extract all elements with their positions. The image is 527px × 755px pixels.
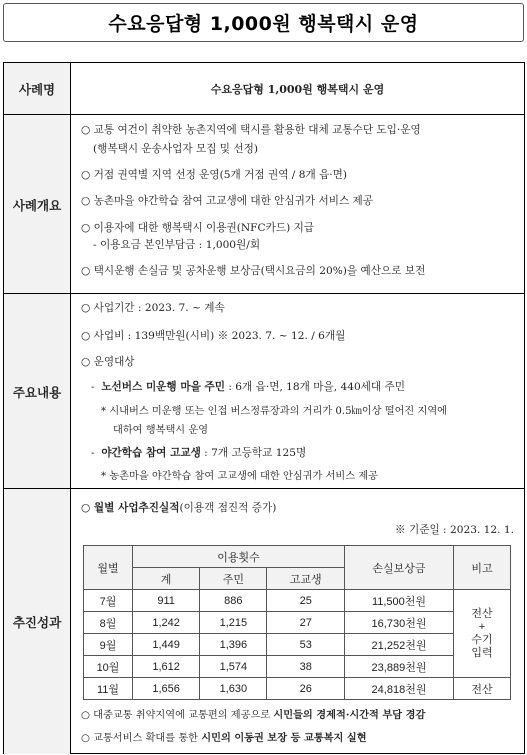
cell-total: 1,612 <box>133 656 200 678</box>
results-content <box>71 489 524 754</box>
results-heading-bold: ○ 월별 사업추진실적 <box>81 502 180 514</box>
summary-line-2 <box>81 729 367 744</box>
cell-loss: 23,889천원 <box>345 656 454 678</box>
cell-note-merged <box>454 590 511 678</box>
budget-line: ○ 사업비 : 139백만원(시비) ※ 2023. 7. ~ 12. / 6개월 <box>81 330 346 342</box>
table-row <box>84 590 511 612</box>
results-heading <box>81 500 276 515</box>
overview-line-4: ○ 농촌마을 야간학습 참여 고교생에 대한 안심귀가 서비스 제공 <box>81 195 374 207</box>
table-header-row <box>84 546 511 568</box>
overview-content <box>71 115 524 294</box>
col-resident-header: 주민 <box>200 568 267 590</box>
summary-1-text: ○ 대중교통 취약지역에 교통편의 제공으로 <box>81 710 274 721</box>
target-student-text: : 7개 고등학교 125명 <box>200 447 307 459</box>
monthly-results-table <box>83 545 511 700</box>
cell-student: 53 <box>267 634 345 656</box>
overview-line-6: - 이용요금 본인부담금 : 1,000원/회 <box>93 239 261 251</box>
main-row <box>4 293 524 489</box>
cell-resident: 1,396 <box>200 634 267 656</box>
col-note-header: 비고 <box>454 546 511 590</box>
cell-total: 1,242 <box>133 612 200 634</box>
cell-resident: 886 <box>200 590 267 612</box>
target-student-bold: 야간학습 참여 고교생 <box>101 447 201 459</box>
bus-note-1: * 시내버스 미운행 또는 인접 버스정류장과의 거리가 0.5㎞이상 떨어진 지역에 <box>101 406 448 417</box>
period-line: ○ 사업기간 : 2023. 7. ~ 계속 <box>81 302 225 314</box>
col-total-header: 계 <box>133 568 200 590</box>
overview-line-7: ○ 택시운행 손실금 및 공차운행 보상금(택시요금의 20%)을 예산으로 보전 <box>81 265 426 277</box>
note-text: + <box>478 620 486 633</box>
col-loss-header: 손실보상금 <box>345 546 454 590</box>
cell-student: 25 <box>267 590 345 612</box>
cell-loss: 16,730천원 <box>345 612 454 634</box>
bus-note-2: 대하여 행복택시 운영 <box>113 425 209 436</box>
page-title: 수요응답형 1,000원 행복택시 운영 <box>3 3 524 42</box>
table-row <box>84 612 511 634</box>
overview-row <box>4 114 524 294</box>
target-line: ○ 운영대상 <box>81 356 135 368</box>
col-student-header: 고교생 <box>267 568 345 590</box>
cell-month: 8월 <box>84 612 133 634</box>
case-name-label: 사례명 <box>4 63 71 114</box>
results-label: 추진성과 <box>4 489 71 754</box>
results-row <box>4 488 524 754</box>
summary-2-text: ○ 교통서비스 확대를 통한 <box>81 733 202 744</box>
cell-total: 1,656 <box>133 678 200 700</box>
note-text: 수기 <box>471 633 493 646</box>
main-content <box>71 294 524 489</box>
case-name-row <box>4 63 524 114</box>
cell-month: 11월 <box>84 678 133 700</box>
student-note: * 농촌마을 야간학습 참여 고교생에 대한 안심귀가 서비스 제공 <box>101 471 379 482</box>
overview-line-1: ○ 교통 여건이 취약한 농촌지역에 택시를 활용한 대체 교통수단 도입·운영 <box>81 124 421 136</box>
col-usage-header: 이용횟수 <box>133 546 345 568</box>
target-student-line: - 야간학습 참여 고교생 : 7개 고등학교 125명 <box>91 447 307 459</box>
note-text: 입력 <box>471 646 493 659</box>
cell-month: 7월 <box>84 590 133 612</box>
target-bus-text: : 6개 읍·면, 18개 마을, 440세대 주민 <box>224 381 405 393</box>
summary-1-bold: 시민들의 경제적·시간적 부담 경감 <box>273 709 426 721</box>
table-row <box>84 634 511 656</box>
cell-loss: 24,818천원 <box>345 678 454 700</box>
table-row <box>84 656 511 678</box>
target-bus-bold: 노선버스 미운행 마을 주민 <box>101 381 225 393</box>
cell-resident: 1,630 <box>200 678 267 700</box>
case-table <box>3 62 525 754</box>
cell-note-last: 전산 <box>454 678 511 700</box>
cell-total: 1,449 <box>133 634 200 656</box>
col-month-header: 월별 <box>84 546 133 590</box>
results-heading-text: (이용객 점진적 증가) <box>179 502 277 514</box>
target-bus-line: - 노선버스 미운행 마을 주민 : 6개 읍·면, 18개 마을, 440세대 주민 <box>91 381 405 393</box>
summary-2-bold: 시민의 이동권 보장 등 교통복지 실현 <box>201 732 367 744</box>
cell-month: 10월 <box>84 656 133 678</box>
table-row <box>84 678 511 700</box>
cell-resident: 1,215 <box>200 612 267 634</box>
cell-resident: 1,574 <box>200 656 267 678</box>
cell-student: 26 <box>267 678 345 700</box>
summary-line-1 <box>81 706 425 721</box>
cell-student: 38 <box>267 656 345 678</box>
note-text: 전산 <box>471 607 493 620</box>
overview-line-5: ○ 이용자에 대한 행복택시 이용권(NFC카드) 지급 <box>81 222 315 234</box>
overview-line-2: (행복택시 운송사업자 모집 및 선정) <box>93 143 259 155</box>
cell-loss: 21,252천원 <box>345 634 454 656</box>
basis-date: ※ 기준일 : 2023. 12. 1. <box>395 524 514 536</box>
main-label: 주요내용 <box>4 294 71 489</box>
cell-loss: 11,500천원 <box>345 590 454 612</box>
cell-month: 9월 <box>84 634 133 656</box>
overview-line-3: ○ 거점 권역별 지역 선정 운영(5개 거점 권역 / 8개 읍·면) <box>81 169 348 181</box>
overview-label: 사례개요 <box>4 115 71 294</box>
cell-total: 911 <box>133 590 200 612</box>
case-name-value: 수요응답형 1,000원 행복택시 운영 <box>210 82 385 96</box>
cell-student: 27 <box>267 612 345 634</box>
